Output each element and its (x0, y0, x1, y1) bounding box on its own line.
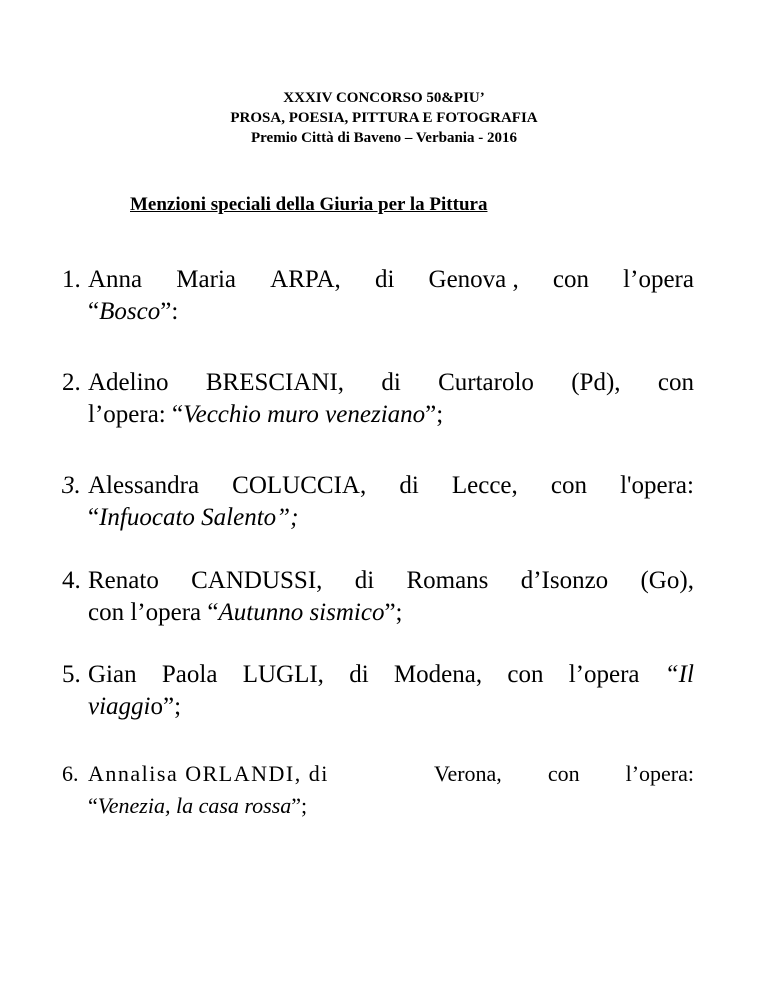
section-title: Menzioni speciali della Giuria per la Pittura (130, 194, 488, 215)
list-item: 5. Gian Paola LUGLI, di Modena, con l’opera “Il viaggio”; (62, 661, 694, 720)
list-item: 1. Anna Maria ARPA, di Genova , con l’opera “Bosco”: (62, 266, 694, 325)
contest-categories: PROSA, POESIA, PITTURA E FOTOGRAFIA (230, 110, 538, 126)
artwork-title: Infuocato Salento”; (99, 504, 299, 531)
item-number: 4. (62, 567, 81, 594)
artwork-title: viaggi (88, 693, 151, 720)
item-number: 6. (62, 761, 79, 786)
list-item: 4. Renato CANDUSSI, di Romans d’Isonzo (Go), con l’opera “Autunno sismico”; (62, 567, 694, 626)
list-item: 6. Annalisa ORLANDI, di Verona, con l’opera: “Venezia, la casa rossa”; (62, 758, 694, 822)
item-number: 5. (62, 661, 81, 688)
contest-title: XXXIV CONCORSO 50&PIU’ (283, 90, 485, 106)
list-item: 2. Adelino BRESCIANI, di Curtarolo (Pd), con l’opera: “Vecchio muro veneziano”; (62, 369, 694, 428)
artwork-title: Vecchio muro veneziano (183, 401, 426, 428)
artwork-title: Autunno sismico (218, 599, 385, 626)
contest-prize: Premio Città di Baveno – Verbania - 2016 (251, 130, 517, 146)
item-number: 2. (62, 369, 81, 396)
artwork-title: Bosco (99, 298, 161, 325)
artwork-title: Venezia, la casa rossa (97, 793, 292, 818)
document-header (0, 88, 768, 148)
item-number: 3. (62, 472, 81, 499)
list-item: 3. Alessandra COLUCCIA, di Lecce, con l'opera: “Infuocato Salento”; (62, 472, 694, 531)
item-number: 1. (62, 266, 81, 293)
